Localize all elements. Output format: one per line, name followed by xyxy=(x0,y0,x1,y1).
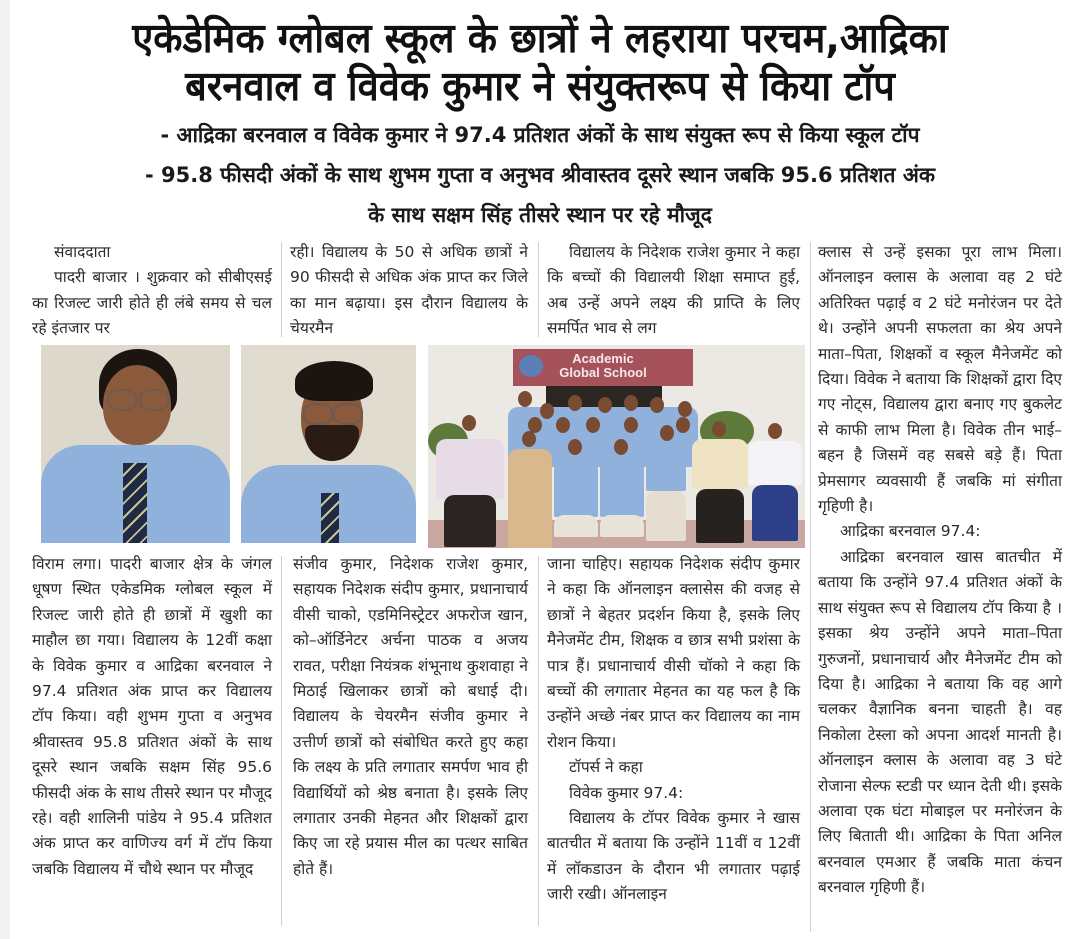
column-2-bottom-paragraph: संजीव कुमार, निदेशक राजेश कुमार, सहायक निदेशक संदीप कुमार, प्रधानाचार्य वीसी चाको, एडमिनिस्ट्रेटर अफरोज खान, को–ऑर्डिनेटर अर्चना पाठक व अजय रावत, परीक्षा नियंत्रक शंभूनाथ कुशवाहा ने मिठाई खिलाकर छात्रों को बधाई दी। विद्यालय के चेयरमैन संजीव कुमार ने उत्तीर्ण छात्रों को संबोधित करते हुए कहा कि लक्ष्य के प्रति लगातार समर्पण भाव ही विद्यार्थियों को श्रेष्ठ बनाता है। इसके लिए लगातार उनकी मेहनत और शिक्षकों द्वारा किए जा रहे प्रयास मील का पत्थर साबित होते हैं। xyxy=(293,555,528,878)
photo-group-academic-global-school xyxy=(428,345,805,548)
subhead-2: - 95.8 फीसदी अंकों के साथ शुभम गुप्ता व अनुभव श्रीवास्तव दूसरे स्थान जबकि 95.6 प्रतिशत अंक xyxy=(145,163,935,187)
byline: संवाददाता xyxy=(54,243,111,261)
subhead-3: के साथ सक्षम सिंह तीसरे स्थान पर रहे मौजूद xyxy=(368,203,712,227)
column-2-bottom xyxy=(293,552,528,882)
column-2-top xyxy=(290,240,528,342)
column-3-top-paragraph: विद्यालय के निदेशक राजेश कुमार ने कहा कि बच्चों की विद्यालयी शिक्षा समाप्त हुई, अब उन्हें अपने लक्ष्य की प्राप्ति के लिए समर्पित भाव से लग xyxy=(547,243,800,338)
headline-line-1: एकेडेमिक ग्लोबल स्कूल के छात्रों ने लहराया परचम,आद्रिका xyxy=(132,14,948,62)
column-3-top xyxy=(547,240,800,342)
column-1-top-paragraph: पादरी बाजार । शुक्रवार को सीबीएसई का रिजल्ट जारी होते ही लंबे समय से चल रहे इंतजार पर xyxy=(32,268,272,338)
column-divider xyxy=(281,242,282,337)
school-signboard xyxy=(513,349,693,386)
column-divider xyxy=(281,556,282,926)
photo-vivek-kumar xyxy=(241,345,416,543)
school-logo-icon xyxy=(519,355,543,377)
column-3-bottom xyxy=(547,552,800,908)
subheading-vivek: विवेक कुमार 97.4: xyxy=(569,783,684,802)
column-2-top-paragraph: रही। विद्यालय के 50 से अधिक छात्रों ने 90 फीसदी से अधिक अंक प्राप्त कर जिले का मान बढ़ाया। इस दौरान विद्यालय के चेयरमैन xyxy=(290,243,528,338)
column-4 xyxy=(818,240,1062,901)
headline-line-2: बरनवाल व विवेक कुमार ने संयुक्तरूप से किया टॉप xyxy=(185,62,895,110)
sign-text-line-2: Global School xyxy=(559,365,647,380)
subheading-toppers-said: टॉपर्स ने कहा xyxy=(569,758,643,777)
sign-text-line-1: Academic xyxy=(572,351,634,366)
column-1-bottom xyxy=(32,552,272,882)
column-1-bottom-paragraph: विराम लगा। पादरी बाजार क्षेत्र के जंगल धूषण स्थित एकेडमिक ग्लोबल स्कूल में रिजल्ट जारी होते ही छात्रों में खुशी का माहौल छा गया। विद्यालय के 12वीं कक्षा के विवेक कुमार व आद्रिका बरनवाल ने 97.4 प्रतिशत अंक प्राप्त कर विद्यालय टॉप किया। वही शुभम गुप्ता व अनुभव श्रीवास्तव 95.8 प्रतिशत अंकों के साथ दूसरे स्थान जबकि सक्षम सिंह 95.6 फीसदी अंक के साथ तीसरे स्थान पर मौजूद रहे। वही शालिनी पांडेय ने 95.4 प्रतिशत अंक प्राप्त कर वाणिज्य वर्ग में टॉप किया जबकि विद्यालय में चौथे स्थान पर मौजूद xyxy=(32,555,272,878)
column-4-paragraph-1: क्लास से उन्हें इसका पूरा लाभ मिला। ऑनलाइन क्लास के अलावा वह 2 घंटे अतिरिक्त पढ़ाई व 2 घंटे मनोरंजन पर देते थे। उन्होंने अपनी सफलता का श्रेय अपने माता–पिता, शिक्षकों व स्कूल मैनेजमेंट को दिया। विवेक ने बताया कि शिक्षकों द्वारा दिए गए नोट्स, विद्यालय द्वारा बनाए गए बुकलेट से काफी लाभ मिला है। विवेक तीन भाई–बहन है जिसमें वह सबसे बड़े हैं। पिता प्रेमसागर व्यवसायी हैं जबकि मां संगीता गृहिणी है। xyxy=(818,243,1062,516)
column-divider xyxy=(810,242,811,932)
column-3-bottom-paragraph-2: विद्यालय के टॉपर विवेक कुमार ने खास बातचीत में बताया कि उन्होंने 11वीं व 12वीं में लॉकडाउन के दौरान भी लगातार पढ़ाई जारी रखी। ऑनलाइन xyxy=(547,809,800,904)
subhead-1: - आद्रिका बरनवाल व विवेक कुमार ने 97.4 प्रतिशत अंकों के साथ संयुक्त रूप से किया स्कूल टॉप xyxy=(160,123,920,147)
clipped-previous-text xyxy=(32,0,1072,6)
photo-adrika-barnwal xyxy=(41,345,230,543)
column-3-bottom-paragraph: जाना चाहिए। सहायक निदेशक संदीप कुमार ने कहा कि ऑनलाइन क्लासेस की वजह से छात्रों ने बेहतर प्रदर्शन किया है, इसके लिए मैनेजमेंट टीम, शिक्षक व छात्र सभी प्रशंसा के पात्र हैं। प्रधानाचार्य वीसी चॉको ने कहा कि बच्चों की लगातार मेहनत का यह फल है कि उन्होंने अच्छे नंबर प्राप्त कर विद्यालय का नाम रोशन किया। xyxy=(547,555,800,751)
subheading-adrika: आद्रिका बरनवाल 97.4: xyxy=(840,522,981,541)
column-divider xyxy=(538,556,539,926)
column-1-top xyxy=(32,240,272,342)
column-divider xyxy=(538,242,539,337)
column-4-paragraph-2: आद्रिका बरनवाल खास बातचीत में बताया कि उन्होंने 97.4 प्रतिशत अंकों के साथ संयुक्त रूप से विद्यालय टॉप किया है ।इसका श्रेय उन्होंने अपने माता–पिता गुरुजनों, प्रधानाचार्य और मैनेजमेंट टीम को दिया है। आद्रिका ने बताया कि वह आगे चलकर वैज्ञानिक बनना चाहती है। वह निकोला टेस्ला को अपना आदर्श मानती है। ऑनलाइन क्लास के अलावा वह 3 घंटे रोजाना सेल्फ स्टडी पर ध्यान देती थी। इसके अलावा एक घंटा मोबाइल पर मनोरंजन के लिए बिताती थी। आद्रिका के पिता अनिल बरनवाल एमआर हैं जबकि माता कंचन बरनवाल गृहिणी हैं। xyxy=(818,547,1062,897)
